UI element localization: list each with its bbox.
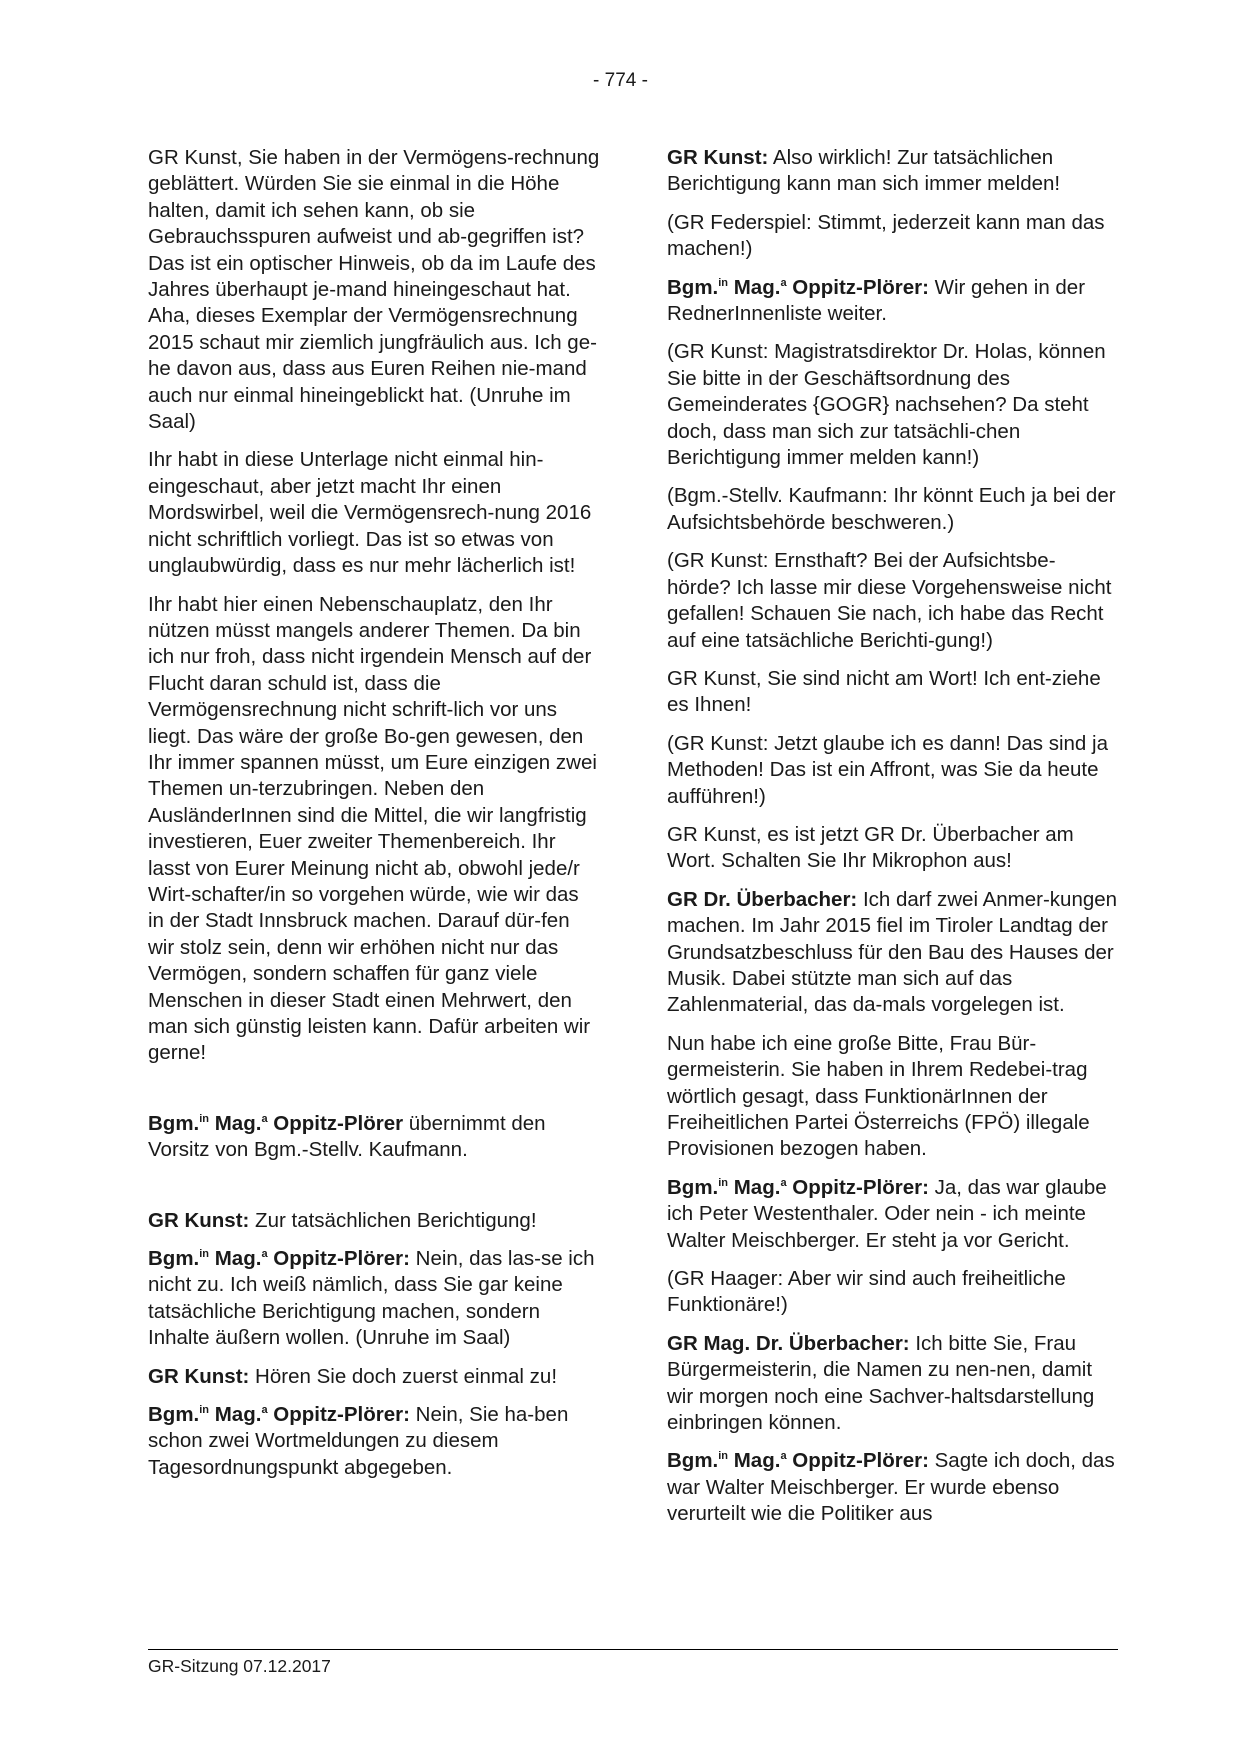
speaker-label: Bgm.$^{in}$ Mag.$^a$ Oppitz-Plörer:: [667, 275, 929, 299]
speaker-label: GR Kunst:: [148, 1208, 250, 1232]
paragraph: (GR Haager: Aber wir sind auch freiheitliche Funktionäre!): [667, 1267, 1066, 1317]
speaker-label: GR Mag. Dr. Überbacher:: [667, 1331, 910, 1355]
paragraph-speech: [667, 1448, 1119, 1527]
speech-text: Also wirklich! Zur tatsächlichen Berichtigung kann man sich immer melden!: [667, 146, 1061, 196]
paragraph-speech: [667, 887, 1119, 1019]
paragraph: Nun habe ich eine große Bitte, Frau Bür-germeisterin. Sie haben in Ihrem Redebei-trag wörtlich gesagt, dass FunktionärInnen der Freiheitlichen Partei Österreichs (FPÖ) illegale Provisionen bezogen haben.: [667, 1031, 1090, 1161]
speaker-label: GR Dr. Überbacher:: [667, 887, 858, 911]
footer-divider: [148, 1649, 1118, 1650]
speech-text: übernimmt den Vorsitz von Bgm.-Stellv. Kaufmann.: [148, 1111, 546, 1162]
footer-session-label: GR-Sitzung 07.12.2017: [148, 1656, 331, 1676]
speech-text: Sagte ich doch, das war Walter Meischberger. Er wurde ebenso verurteilt wie die Politiker aus: [667, 1449, 1115, 1526]
paragraph-speech: [148, 1246, 600, 1352]
paragraph: Ihr habt in diese Unterlage nicht einmal hin-eingeschaut, aber jetzt macht Ihr einen Mordswirbel, weil die Vermögensrech-nung 2016 nicht schriftlich vorliegt. Das ist so etwas von unglaubwürdig, dass es nur mehr lächerlich ist!: [148, 448, 592, 578]
speaker-label: Bgm.$^{in}$ Mag.$^a$ Oppitz-Plörer: [148, 1111, 404, 1135]
paragraph-speech: [148, 1364, 600, 1390]
speech-text: Ich darf zwei Anmer-kungen machen. Im Jahr 2015 fiel im Tiroler Landtag der Grundsatzbeschluss für den Bau des Hauses der Musik. Dabei stützte man sich auf das Zahlenmaterial, das da-mals vorgelegen ist.: [667, 887, 1118, 1017]
paragraph: GR Kunst, es ist jetzt GR Dr. Überbacher am Wort. Schalten Sie Ihr Mikrophon aus!: [667, 822, 1074, 873]
paragraph-speech: [667, 1175, 1119, 1254]
speech-text: Ich bitte Sie, Frau Bürgermeisterin, die Namen zu nen-nen, damit wir morgen noch eine Sachver-haltsdarstellung einbringen können.: [667, 1331, 1095, 1435]
right-column: [667, 145, 1119, 1540]
paragraph: (GR Kunst: Ernsthaft? Bei der Aufsichtsbe-hörde? Ich lasse mir diese Vorgehensweise nicht gefallen! Schauen Sie nach, ich habe das Recht auf eine tatsächliche Berichti-gung!): [667, 549, 1112, 652]
speaker-label: Bgm.$^{in}$ Mag.$^a$ Oppitz-Plörer:: [667, 1175, 929, 1199]
paragraph: GR Kunst, Sie haben in der Vermögens-rechnung geblättert. Würden Sie sie einmal in die Höhe halten, damit ich sehen kann, ob sie Gebrauchsspuren aufweist und ab-gegriffen ist? Das ist ein optischer Hinweis, ob da im Laufe des Jahres überhaupt je-mand hineingeschaut hat. Aha, dieses Exemplar der Vermögensrechnung 2015 schaut mir ziemlich jungfräulich aus. Ich ge-he davon aus, dass aus Euren Reihen nie-mand auch nur einmal hineingeblickt hat. (Unruhe im Saal): [148, 146, 600, 434]
speech-text: Nein, Sie ha-ben schon zwei Wortmeldungen zu diesem Tagesordnungspunkt abgegeben.: [148, 1403, 569, 1479]
paragraph-speech: [148, 1208, 600, 1234]
left-column: [148, 145, 600, 1493]
paragraph: (GR Kunst: Jetzt glaube ich es dann! Das sind ja Methoden! Das ist ein Affront, was Sie da heute aufführen!): [667, 731, 1108, 808]
speaker-label: GR Kunst:: [148, 1364, 250, 1388]
speaker-label: Bgm.$^{in}$ Mag.$^a$ Oppitz-Plörer:: [148, 1247, 410, 1271]
paragraph: (GR Kunst: Magistratsdirektor Dr. Holas, können Sie bitte in der Geschäftsordnung des Gemeinderates {GOGR} nachsehen? Da steht doch, dass man sich zur tatsächli-chen Berichtigung immer melden kann!): [667, 340, 1106, 470]
paragraph: Ihr habt hier einen Nebenschauplatz, den Ihr nützen müsst mangels anderer Themen. Da bin ich nur froh, dass nicht irgendein Mensch auf der Flucht daran schuld ist, dass die Vermögensrechnung nicht schrift-lich vor uns liegt. Das wäre der große Bo-gen gewesen, den Ihr immer spannen müsst, um Eure einzigen zwei Themen un-terzubringen. Neben den AusländerInnen sind die Mittel, die wir langfristig investieren, Euer zweiter Themenbereich. Ihr lasst von Eurer Meinung nicht ab, obwohl jede/r Wirt-schafter/in so vorgehen würde, wie wir das in der Stadt Innsbruck machen. Darauf dür-fen wir stolz sein, denn wir erhöhen nicht nur das Vermögen, sondern schaffen für ganz viele Menschen in dieser Stadt einen Mehrwert, den man sich günstig leisten kann. Dafür arbeiten wir gerne!: [148, 592, 597, 1065]
paragraph-speech: [667, 1331, 1119, 1437]
paragraph: GR Kunst, Sie sind nicht am Wort! Ich ent-ziehe es Ihnen!: [667, 666, 1101, 717]
paragraph-speech: [148, 1402, 600, 1481]
page-number: - 774 -: [593, 70, 648, 91]
speech-text: Zur tatsächlichen Berichtigung!: [249, 1208, 537, 1232]
speech-text: Nein, das las-se ich nicht zu. Ich weiß nämlich, dass Sie gar keine tatsächliche Berichtigung machen, sondern Inhalte äußern wollen. (Unruhe im Saal): [148, 1247, 595, 1350]
speech-text: Ja, das war glaube ich Peter Westenthaler. Oder nein - ich meinte Walter Meischberger. Er steht ja vor Gericht.: [667, 1175, 1107, 1252]
speaker-label: GR Kunst:: [667, 146, 769, 169]
paragraph: (Bgm.-Stellv. Kaufmann: Ihr könnt Euch ja bei der Aufsichtsbehörde beschweren.): [667, 484, 1116, 534]
paragraph-speech: [667, 145, 1119, 198]
paragraph-speech: [667, 275, 1119, 328]
speaker-label: Bgm.$^{in}$ Mag.$^a$ Oppitz-Plörer:: [667, 1449, 929, 1473]
speech-text: Wir gehen in der RednerInnenliste weiter.: [667, 275, 1086, 326]
paragraph-chair-change: [148, 1111, 600, 1164]
paragraph: (GR Federspiel: Stimmt, jederzeit kann man das machen!): [667, 210, 1105, 261]
speech-text: Hören Sie doch zuerst einmal zu!: [249, 1364, 558, 1388]
speaker-label: Bgm.$^{in}$ Mag.$^a$ Oppitz-Plörer:: [148, 1403, 410, 1427]
